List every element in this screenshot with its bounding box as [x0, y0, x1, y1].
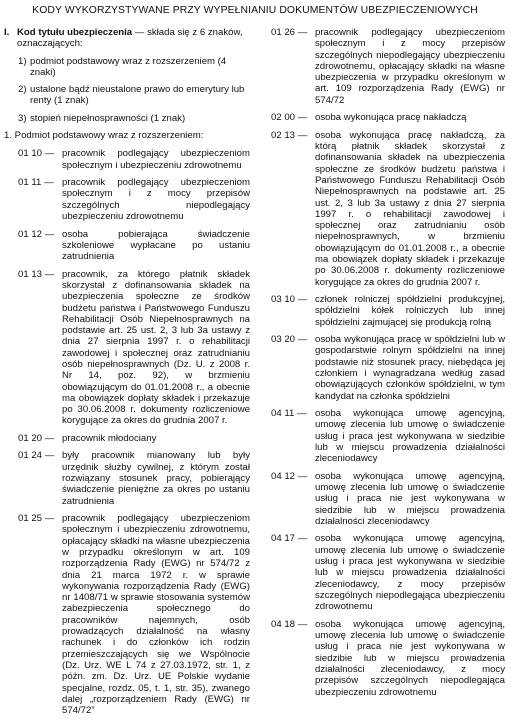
code-entry	[259, 533, 505, 612]
section-item	[18, 113, 250, 124]
entry-code: 01 13	[18, 268, 43, 280]
section-title: Kod tytułu ubezpieczenia	[17, 27, 133, 38]
entry-code: 01 25	[18, 513, 43, 525]
code-entry	[259, 27, 505, 106]
section-item	[18, 84, 250, 107]
entry-dash: —	[297, 618, 308, 630]
entry-code: 01 11	[18, 177, 42, 189]
right-code-list	[259, 27, 505, 698]
entry-code-cell	[4, 513, 62, 716]
code-entry	[4, 177, 250, 222]
entry-code: 03 10	[271, 294, 296, 306]
code-entry	[4, 450, 250, 506]
entry-code: 01 20	[18, 432, 43, 444]
entry-description: pracownik młodociany	[62, 432, 157, 444]
entry-code: 04 12	[271, 470, 296, 482]
entry-code-cell	[4, 269, 62, 427]
section-item-text: podmiot podstawowy wraz z rozszerzeniem (4 znaki)	[30, 55, 227, 78]
code-entry	[4, 229, 250, 263]
entry-description: pracownik podlegający ubezpieczeniom społecznym i ubezpieczeniu zdrowotnemu	[62, 148, 250, 171]
entry-code: 04 18	[271, 618, 296, 630]
section-heading-text	[17, 27, 250, 50]
code-entry	[259, 619, 505, 698]
code-entry	[259, 408, 505, 464]
page-title: KODY WYKORZYSTYWANE PRZY WYPEŁNIANIU DOKUMENTÓW UBEZPIECZENIOWYCH	[32, 5, 478, 16]
code-entry	[259, 112, 505, 123]
entry-description: osoba wykonująca umowę agencyjną, umowę zlecenia lub umowę o świadczenie usług i praca nie jest wykonywana w siedzibie lub w miejscu prowadzenia działalności zleceniodawcy, z mocy przepisów szczególnych niepodlegająca ubezpieczeniu zdrowotnemu	[315, 618, 505, 698]
entry-code: 01 24	[18, 450, 43, 462]
entry-code-cell	[4, 433, 62, 444]
section-item-number: 1)	[18, 55, 27, 67]
entry-code-cell	[259, 533, 315, 612]
section-heading	[4, 27, 250, 50]
entry-dash: —	[44, 432, 55, 444]
entry-code-cell	[259, 471, 315, 527]
entry-dash: —	[44, 450, 55, 462]
code-entry	[259, 334, 505, 402]
code-entry	[259, 130, 505, 288]
section-item-text: ustalone bądź nieustalone prawo do emerytury lub renty (1 znak)	[30, 84, 245, 107]
section-item	[18, 56, 250, 79]
entry-code-cell	[259, 112, 315, 123]
entry-description: były pracownik mianowany lub były urzędnik służby cywilnej, z którym został rozwiązany stosunek pracy, pobierający świadczenie pieniężne za okres po ustaniu zatrudnienia	[62, 450, 250, 507]
code-entry	[259, 471, 505, 527]
entry-dash: —	[297, 27, 308, 38]
entry-code-cell	[4, 177, 62, 222]
entry-code-cell	[259, 619, 315, 698]
entry-description: członek rolniczej spółdzielni produkcyjnej, spółdzielni kółek rolniczych lub innej spółdzielni zajmującej się produkcją rolną	[315, 294, 505, 328]
code-entry	[259, 294, 505, 328]
section-item-text: stopień niepełnosprawności (1 znak)	[30, 112, 186, 124]
section-item-number: 3)	[18, 112, 27, 124]
entry-dash: —	[297, 334, 308, 346]
code-entry	[4, 513, 250, 716]
section-item-number: 2)	[18, 84, 27, 96]
entry-dash: —	[297, 112, 308, 124]
section-items	[4, 56, 250, 124]
entry-code-cell	[259, 294, 315, 328]
entry-code: 01 12	[18, 228, 43, 240]
entry-code: 02 00	[271, 112, 296, 124]
entry-dash: —	[297, 294, 308, 306]
entry-dash: —	[44, 513, 55, 525]
entry-code: 01 26	[271, 27, 296, 38]
entry-code-cell	[4, 229, 62, 263]
section-number: I.	[4, 27, 10, 38]
entry-description: pracownik podlegający ubezpieczeniom społecznym i z mocy przepisów szczególnych niepodlegający ubezpieczeniu zdrowotnemu	[62, 177, 250, 223]
entry-dash: —	[44, 228, 55, 240]
entry-dash: —	[44, 268, 55, 280]
entry-dash: —	[296, 408, 307, 420]
subsection-heading: 1. Podmiot podstawowy wraz z rozszerzeniem:	[4, 130, 204, 142]
entry-description: osoba wykonująca pracę nakładczą, za którą płatnik składek skorzystał z dofinansowania składek na ubezpieczenia społeczne ze środków budżetu państwa i Państwowego Funduszu Rehabilitacji Osób Niepełnosprawnych na podstawie art. 25 ust. 2, 3 lub 3a ustawy z dnia 27 sierpnia 1997 r. o rehabilitacji zawodowej i społecznej oraz zatrudnianiu osób niepełnosprawnych, w brzmieniu obowiązującym do 01.01.2008 r., a obecnie ma obowiązek dopłaty składek i przekazuje po 30.06.2008 r. dokumenty rozliczeniowe korygujące za okres do grudnia 2007 r.	[315, 129, 505, 288]
entry-dash: —	[44, 148, 55, 160]
entry-code: 04 11	[271, 408, 295, 420]
entry-description: pracownik, za którego płatnik składek skorzystał z dofinansowania składek na ubezpieczenia społeczne ze środków budżetu państwa i Państwowego Funduszu Rehabilitacji Osób Niepełnosprawnych na podstawie art. 25 ust. 2, 3 lub 3a ustawy z dnia 27 sierpnia 1997 r. o rehabilitacji zawodowej i społecznej oraz zatrudnianiu osób niepełnosprawnych (Dz. U. z 2008 r. Nr 14, poz. 92), w brzmieniu obowiązującym do 01.01.2008 r., a obecnie ma obowiązek dopłaty składek i przekazuje po 30.06.2008 r. dokumenty rozliczeniowe korygujące za okres do grudnia 2007 r.	[62, 268, 250, 427]
left-code-list	[4, 148, 250, 716]
entry-code-cell	[4, 148, 62, 171]
section-intro: — składa się z 6 znaków, oznaczających:	[17, 27, 243, 50]
entry-code: 01 10	[18, 148, 43, 160]
entry-description: pracownik podlegający ubezpieczeniom społecznym i z mocy przepisów szczególnych niepodlegający ubezpieczeniu zdrowotnemu, opłacający składki na własne ubezpieczenia w przypadku określonym w art. 109 rozporządzenia Rady (EWG) nr 574/72	[315, 27, 505, 106]
entry-dash: —	[297, 129, 308, 141]
entry-description: osoba wykonująca pracę w spółdzielni lub w gospodarstwie rolnym spółdzielni na innej podstawie niż stosunek pracy, niebędąca jej członkiem i wynagradzana według zasad obowiązujących członków spółdzielni, w tym kandydat na członka spółdzielni	[315, 334, 505, 402]
entry-code: 03 20	[271, 334, 296, 346]
code-entry	[4, 433, 250, 444]
entry-dash: —	[297, 533, 308, 545]
entry-description: osoba wykonująca umowę agencyjną, umowę zlecenia lub umowę o świadczenie usług i praca nie jest wykonywana w siedzibie lub w miejscu prowadzenia działalności zleceniodawcy	[315, 470, 505, 527]
entry-code: 02 13	[271, 129, 296, 141]
code-entry	[4, 269, 250, 427]
left-column	[4, 27, 250, 723]
entry-code-cell	[4, 450, 62, 506]
right-column	[259, 27, 505, 704]
entry-code-cell	[259, 27, 315, 106]
entry-code-cell	[259, 130, 315, 288]
entry-code: 04 17	[271, 533, 296, 545]
entry-dash: —	[297, 470, 308, 482]
entry-dash: —	[43, 177, 54, 189]
code-entry	[4, 148, 250, 171]
entry-description: osoba pobierająca świadczenie szkoleniowe wypłacane po ustaniu zatrudnienia	[62, 228, 250, 263]
entry-description: osoba wykonująca pracę nakładczą	[315, 112, 467, 124]
entry-description: osoba wykonująca umowę agencyjną, umowę zlecenia lub umowę o świadczenie usług i praca jest wykonywana w siedzibie lub w miejscu prowadzenia działalności zleceniodawcy, z mocy przepisów szczególnych niepodlegająca ubezpieczeniu zdrowotnemu	[315, 533, 505, 613]
entry-description: pracownik podlegający ubezpieczeniom społecznym i ubezpieczeniu zdrowotnemu, opłacający składki na własne ubezpieczenia w przypadku określonym w art. 109 rozporządzenia Rady (EWG) nr 574/72 z dnia 21 marca 1972 r. w sprawie wykonywania rozporządzenia Rady (EWG) nr 1408/71 w sprawie stosowania systemów zabezpieczenia społecznego do pracowników najemnych, osób prowadzących działalność na własny rachunek i do członków ich rodzin przemieszczających się we Wspólnocie (Dz. Urz. WE L 74 z 27.03.1972, str. 1, z późn. zm. Dz. Urz. UE Polskie wydanie specjalne, rozdz. 05, t. 1, str. 35), zwanego dalej „rozporządzeniem Rady (EWG) nr 574/72”	[62, 513, 250, 717]
entry-code-cell	[259, 408, 315, 464]
entry-description: osoba wykonująca umowę agencyjną, umowę zlecenia lub umowę o świadczenie usług i praca jest wykonywana w siedzibie lub w miejscu prowadzenia działalności zleceniodawcy	[315, 408, 505, 465]
entry-code-cell	[259, 334, 315, 402]
